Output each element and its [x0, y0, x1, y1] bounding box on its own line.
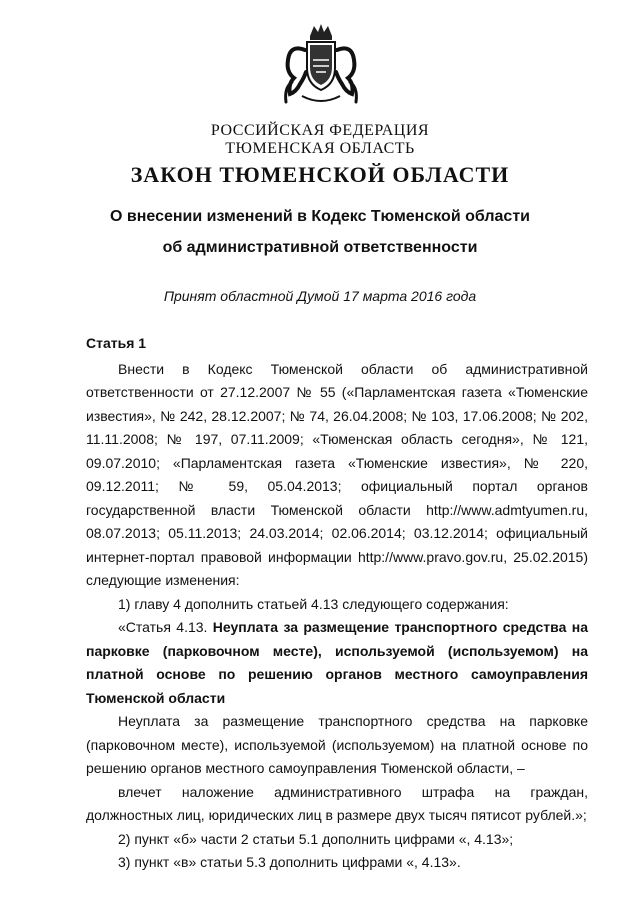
article-body — [86, 332, 588, 875]
federation-heading: РОССИЙСКАЯ ФЕДЕРАЦИЯ — [210, 122, 430, 139]
new-article-text: Неуплата за размещение транспортного средства на парковке (парковочном месте), используемой (используемом) на платной основе по решению органов местного самоуправления Тюменской области, – — [86, 713, 588, 776]
region-heading: ТЮМЕНСКАЯ ОБЛАСТЬ — [225, 140, 415, 157]
amendment-item-1: 1) главу 4 дополнить статьей 4.13 следующего содержания: — [118, 595, 509, 612]
article-intro-paragraph: Внести в Кодекс Тюменской области об административной ответственности от 27.12.2007 № 55 («Парламентская газета «Тюменские известия», № 242, 28.12.2007; № 74, 26.04.2008; № 103, 17.06.2008; № 202, 11.11.2008; № 197, 07.11.2009; «Тюменская область сегодня», № 121, 09.07.2010; «Парламентская газета «Тюменские известия», № 220, 09.12.2011; № 59, 05.04.2013; официальный портал органов государственной власти Тюменской области http://www.admtyumen.ru, 08.07.2013; 05.11.2013; 24.03.2014; 02.06.2014; 03.12.2014; официальный интернет-портал правовой информации http://www.pravo.gov.ru, 25.02.2015) следующие изменения: — [86, 360, 588, 588]
coat-of-arms-emblem — [280, 22, 362, 110]
amendment-item-2: 2) пункт «б» части 2 статьи 5.1 дополнить цифрами «, 4.13»; — [118, 830, 514, 847]
document-title-line-1: О внесении изменений в Кодекс Тюменской области — [110, 208, 530, 225]
adoption-date: Принят областной Думой 17 марта 2016 года — [163, 288, 477, 304]
penalty-paragraph: влечет наложение административного штрафа на граждан, должностных лиц, юридических лиц в размере двух тысяч пятисот рублей.»; — [86, 783, 588, 823]
document-title-line-2: об административной ответственности — [162, 239, 478, 256]
amendment-item-3: 3) пункт «в» статьи 5.3 дополнить цифрами «, 4.13». — [118, 854, 461, 870]
new-article-title: Неуплата за размещение транспортного средства на парковке (парковочном месте), используемой (используемом) на платной основе по решению органов местного самоуправления Тюменской области — [86, 619, 588, 706]
law-title: ЗАКОН ТЮМЕНСКОЙ ОБЛАСТИ — [130, 162, 510, 187]
new-article-heading — [86, 616, 588, 710]
new-article-prefix: «Статья 4.13. — [118, 619, 213, 635]
article-heading: Статья 1 — [86, 335, 147, 351]
